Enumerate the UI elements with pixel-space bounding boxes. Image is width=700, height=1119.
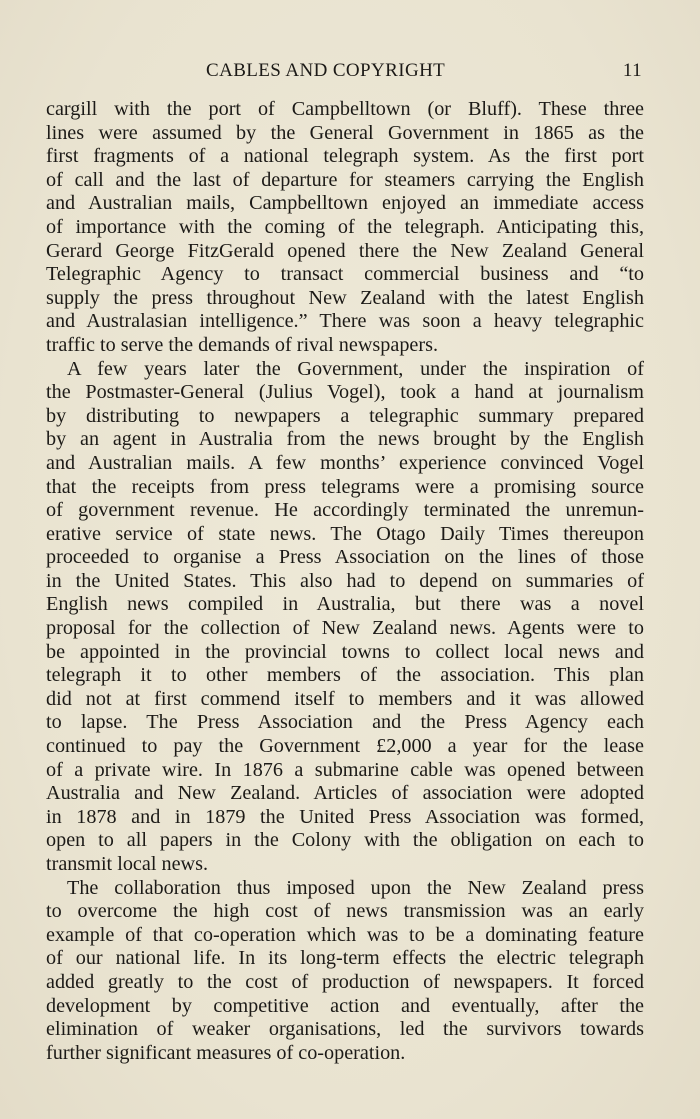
text-line: by distributing to newpapers a telegraphic summary prepared <box>46 404 644 427</box>
running-title: CABLES AND COPYRIGHT <box>206 60 446 81</box>
text-line: erative service of state news. The Otago Daily Times thereupon <box>46 522 644 545</box>
text-line: elimination of weaker organisations, led the survivors towards <box>46 1018 644 1041</box>
text-line: in the United States. This also had to depend on summaries of <box>46 569 644 592</box>
text-line: open to all papers in the Colony with the obligation on each to <box>46 829 644 852</box>
text-line: continued to pay the Government £2,000 a year for the lease <box>46 735 644 758</box>
text-line: development by competitive action and eventually, after the <box>46 994 644 1017</box>
text-line: of government revenue. He accordingly terminated the unremun- <box>46 499 644 522</box>
text-line: English news compiled in Australia, but there was a novel <box>46 593 644 616</box>
running-head <box>46 60 644 86</box>
page-number: 11 <box>622 60 642 81</box>
text-line: traffic to serve the demands of rival newspapers. <box>46 333 439 356</box>
text-line: Australia and New Zealand. Articles of association were adopted <box>46 782 644 805</box>
text-line: The collaboration thus imposed upon the New Zealand press <box>67 876 644 899</box>
text-line: of importance with the coming of the telegraph. Anticipating this, <box>46 215 644 238</box>
text-line: by an agent in Australia from the news brought by the English <box>46 428 644 451</box>
text-line: and Australian mails. A few months’ experience convinced Vogel <box>46 451 644 474</box>
text-line: A few years later the Government, under the inspiration of <box>67 357 644 380</box>
text-line: lines were assumed by the General Government in 1865 as the <box>46 121 644 144</box>
text-line: first fragments of a national telegraph system. As the first port <box>46 145 644 168</box>
text-line: example of that co-operation which was to be a dominating feature <box>46 923 644 946</box>
text-line: in 1878 and in 1879 the United Press Association was formed, <box>46 805 644 828</box>
body-text <box>46 98 644 1065</box>
text-line: of a private wire. In 1876 a submarine cable was opened between <box>46 758 644 781</box>
text-line: further significant measures of co-operation. <box>46 1041 406 1064</box>
text-line: proposal for the collection of New Zealand news. Agents were to <box>46 617 644 640</box>
text-line: added greatly to the cost of production of newspapers. It forced <box>46 970 644 993</box>
text-line: did not at first commend itself to members and it was allowed <box>46 687 644 710</box>
text-line: transmit local news. <box>46 853 209 875</box>
text-line: to lapse. The Press Association and the Press Agency each <box>46 711 644 734</box>
text-line: that the receipts from press telegrams were a promising source <box>46 475 644 498</box>
text-line: to overcome the high cost of news transmission was an early <box>46 900 644 923</box>
text-line: the Postmaster-General (Julius Vogel), took a hand at journalism <box>46 381 644 404</box>
text-line: Gerard George FitzGerald opened there the New Zealand General <box>46 239 644 262</box>
text-line: and Australian mails, Campbelltown enjoyed an immediate access <box>46 192 644 215</box>
text-line: telegraph it to other members of the association. This plan <box>46 664 644 687</box>
text-line: Telegraphic Agency to transact commercial business and “to <box>46 263 644 286</box>
text-line: be appointed in the provincial towns to collect local news and <box>46 640 644 663</box>
text-line: supply the press throughout New Zealand with the latest English <box>46 286 644 309</box>
text-line: of our national life. In its long-term effects the electric telegraph <box>46 947 644 970</box>
text-line: and Australasian intelligence.” There was soon a heavy telegraphic <box>46 310 644 333</box>
text-line: proceeded to organise a Press Association on the lines of those <box>46 546 644 569</box>
text-line: of call and the last of departure for steamers carrying the English <box>46 168 644 191</box>
text-line: cargill with the port of Campbelltown (or Bluff). These three <box>46 98 644 120</box>
